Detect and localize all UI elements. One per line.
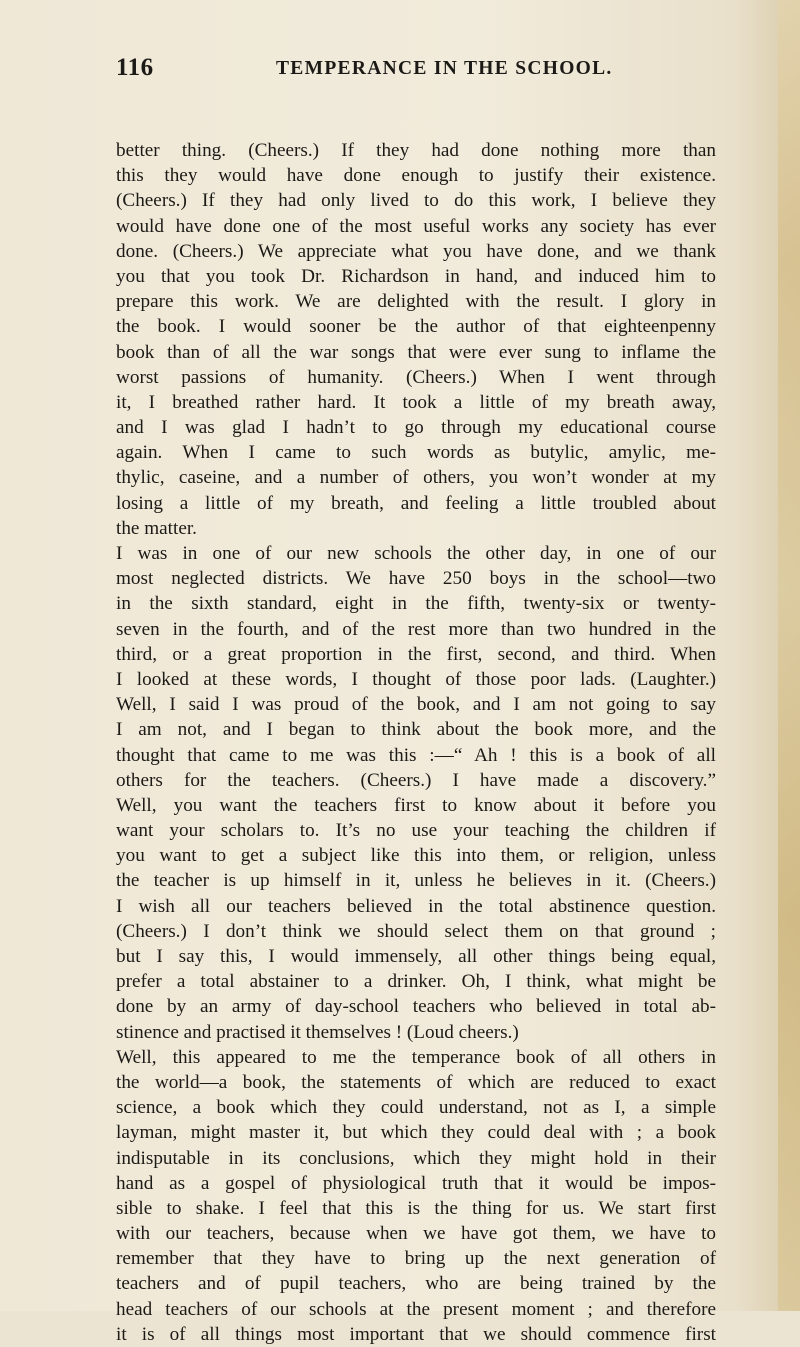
text-line: but I say this, I would immensely, all other things being equal, [116,946,716,967]
text-line: teachers and of pupil teachers, who are being trained by the [116,1273,716,1295]
text-line: Well, this appeared to me the temperance book of all others in [116,1046,716,1068]
text-line: hand as a gospel of physiological truth that it would be impos- [116,1172,716,1194]
text-line: I am not, and I began to think about the book more, and the [116,719,716,741]
text-line: Well, I said I was proud of the book, and I am not going to say [116,694,716,716]
text-line: done by an army of day-school teachers who believed in total ab- [116,996,716,1018]
text-line: want your scholars to. It’s no use your teaching the children if [116,820,716,842]
text-line: remember that they have to bring up the next generation of [116,1248,716,1270]
text-line: the book. I would sooner be the author of that eighteenpenny [116,316,716,338]
text-line: Well, you want the teachers first to know about it before you [116,794,716,816]
page-header [116,54,716,88]
text-line: third, or a great proportion in the first, second, and third. When [116,643,716,665]
text-line: sible to shake. I feel that this is the thing for us. We start first [116,1197,716,1219]
text-line: worst passions of humanity. (Cheers.) When I went through [116,366,716,388]
text-line: book than of all the war songs that were ever sung to inflame the [116,341,716,363]
text-line: done. (Cheers.) We appreciate what you have done, and we thank [116,240,716,262]
page-edge-shadow [778,0,800,1311]
text-line: I was in one of our new schools the other day, in one of our [116,543,716,564]
text-line: prefer a total abstainer to a drinker. Oh, I think, what might be [116,971,716,993]
body-text [116,138,716,1347]
text-line: thylic, caseine, and a number of others, you won’t wonder at my [116,467,716,489]
text-line: better thing. (Cheers.) If they had done nothing more than [116,140,716,161]
text-line: it is of all things most important that we should commence first [116,1323,716,1345]
text-line: with our teachers, because when we have got them, we have to [116,1223,716,1245]
text-line: losing a little of my breath, and feeling a little troubled about [116,492,716,514]
text-line: science, a book which they could understand, not as I, a simple [116,1097,716,1119]
text-line: you that you took Dr. Richardson in hand, and induced him to [116,265,716,287]
text-line: thought that came to me was this :—“ Ah ! this is a book of all [116,744,716,766]
text-line: others for the teachers. (Cheers.) I have made a discovery.” [116,769,716,791]
text-line: layman, might master it, but which they could deal with ; a book [116,1122,716,1144]
text-line: in the sixth standard, eight in the fifth, twenty-six or twenty- [116,593,716,615]
text-line: head teachers of our schools at the present moment ; and therefore [116,1298,716,1320]
text-line: (Cheers.) I don’t think we should select them on that ground ; [116,920,716,942]
text-line: and I was glad I hadn’t to go through my educational course [116,417,716,439]
text-line: (Cheers.) If they had only lived to do this work, I believe they [116,190,716,212]
running-head: TEMPERANCE IN THE SCHOOL. [276,58,613,79]
text-line: most neglected districts. We have 250 boys in the school—two [116,568,716,590]
text-line: stinence and practised it themselves ! (Loud cheers.) [116,1021,519,1043]
text-line: prepare this work. We are delighted with the result. I glory in [116,291,716,313]
text-line: would have done one of the most useful works any society has ever [116,215,716,237]
text-line: the matter. [116,517,197,539]
text-line: seven in the fourth, and of the rest more than two hundred in the [116,618,716,640]
text-line: this they would have done enough to justify their existence. [116,165,716,187]
text-line: again. When I came to such words as butylic, amylic, me- [116,442,716,464]
text-line: I wish all our teachers believed in the total abstinence question. [116,895,716,917]
page-number: 116 [116,54,154,81]
text-line: indisputable in its conclusions, which they might hold in their [116,1147,716,1169]
text-line: I looked at these words, I thought of those poor lads. (Laughter.) [116,668,716,690]
text-line: the world—a book, the statements of which are reduced to exact [116,1071,716,1093]
text-line: it, I breathed rather hard. It took a little of my breath away, [116,391,716,413]
text-line: the teacher is up himself in it, unless he believes in it. (Cheers.) [116,870,716,892]
text-line: you want to get a subject like this into them, or religion, unless [116,845,716,867]
